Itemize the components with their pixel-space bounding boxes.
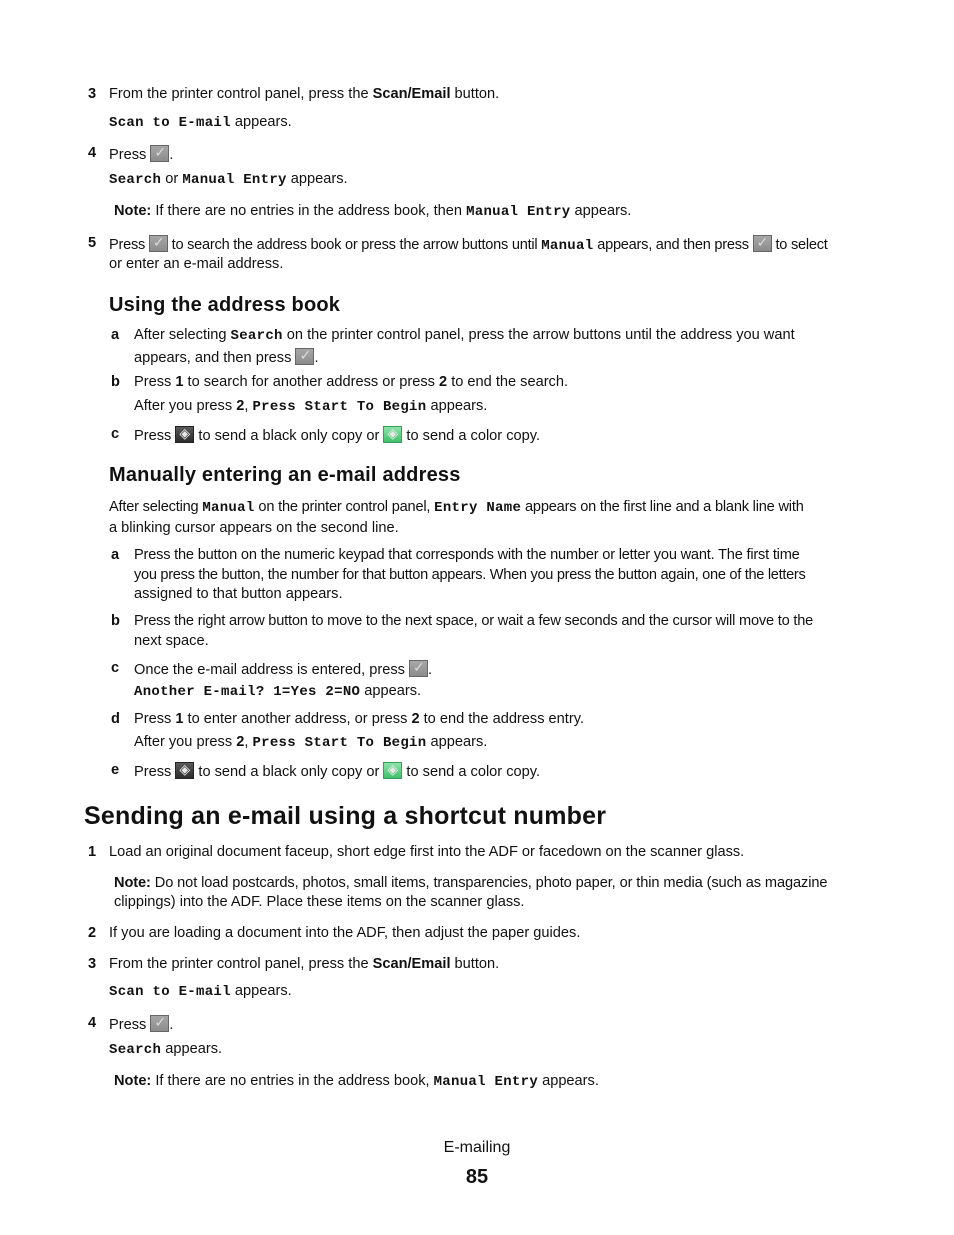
check-button-icon: [150, 1015, 169, 1032]
note: [114, 1073, 599, 1090]
text: appears.: [570, 203, 632, 219]
text: to search the address book or press the arrow buttons until: [167, 237, 542, 253]
step-text: [109, 145, 173, 163]
step-text-line2: next space.: [134, 633, 209, 649]
display-text: Manual Entry: [466, 204, 571, 220]
section-heading: Using the address book: [109, 294, 341, 316]
step-letter: b: [111, 374, 120, 390]
text: to send a black only copy or: [194, 764, 384, 780]
text: After selecting: [134, 327, 231, 343]
bold-text: 1: [175, 711, 184, 727]
text: to send a color copy.: [402, 428, 541, 444]
step-subtext: [134, 683, 421, 700]
paragraph-line2: a blinking cursor appears on the second line.: [109, 520, 399, 536]
text: Press: [134, 428, 176, 444]
check-button-icon: [149, 235, 168, 252]
bold-text: 2: [236, 398, 245, 414]
paragraph: [109, 499, 804, 516]
step-text: [109, 956, 499, 972]
bold-text: 1: [175, 374, 184, 390]
text: Press: [109, 147, 151, 163]
text: appears.: [538, 1073, 599, 1089]
text: After you press: [134, 734, 237, 750]
step-letter: a: [111, 547, 120, 563]
text: Press: [134, 711, 176, 727]
footer-section: E-mailing: [443, 1139, 511, 1156]
step-number: 3: [88, 956, 97, 972]
bold-text: 2: [411, 711, 420, 727]
note-label: Note:: [114, 203, 152, 219]
step-subtext: [109, 1041, 222, 1058]
text: appears.: [426, 734, 488, 750]
display-text: Search: [230, 328, 283, 344]
text: appears.: [161, 1041, 223, 1057]
step-text-line2: or enter an e-mail address.: [109, 256, 284, 272]
bold-text: Scan/Email: [372, 86, 451, 102]
step-text: [109, 235, 828, 254]
start-black-icon: [175, 762, 194, 779]
page-number: 85: [465, 1166, 489, 1188]
step-subtext: [109, 171, 348, 188]
display-text: Manual: [202, 500, 255, 516]
start-color-icon: [383, 426, 402, 443]
text: to end the address entry.: [419, 711, 584, 727]
text: ,: [244, 734, 253, 750]
text: Press: [134, 374, 176, 390]
text: From the printer control panel, press the: [109, 86, 373, 102]
page-heading: Sending an e-mail using a shortcut number: [84, 802, 607, 830]
section-heading: Manually entering an e-mail address: [109, 464, 461, 486]
step-text: [134, 426, 540, 444]
step-letter: c: [111, 660, 120, 676]
text: appears, and then press: [134, 350, 296, 366]
step-number: 4: [88, 145, 97, 161]
step-subtext: [134, 398, 487, 415]
step-number: 3: [88, 86, 97, 102]
text: appears.: [360, 683, 422, 699]
step-number: 5: [88, 235, 97, 251]
text: appears, and then press: [593, 237, 753, 253]
text: Press: [134, 764, 176, 780]
text: Press: [109, 1017, 151, 1033]
text: After selecting: [109, 499, 203, 515]
step-text: [134, 660, 432, 678]
display-text: Press Start To Begin: [252, 399, 427, 415]
text: appears.: [286, 171, 348, 187]
step-letter: c: [111, 426, 120, 442]
bold-text: Scan/Email: [372, 956, 451, 972]
step-text: [134, 711, 584, 727]
text: to send a color copy.: [402, 764, 541, 780]
step-text: [109, 86, 499, 102]
step-subtext: [109, 114, 292, 131]
step-text: Press the button on the numeric keypad that corresponds with the number or letter you want. The first time: [134, 547, 800, 563]
text: If there are no entries in the address book, then: [151, 203, 467, 219]
start-color-icon: [383, 762, 402, 779]
text: appears on the first line and a blank line with: [521, 499, 804, 515]
note: [114, 875, 827, 891]
display-text: Manual: [541, 238, 594, 254]
step-letter: d: [111, 711, 120, 727]
text: .: [169, 1017, 174, 1033]
text: Do not load postcards, photos, small items, transparencies, photo paper, or thin media (such as magazine: [150, 875, 828, 891]
text: appears.: [426, 398, 488, 414]
check-button-icon: [295, 348, 314, 365]
step-text-line3: assigned to that button appears.: [134, 586, 343, 602]
check-button-icon: [409, 660, 428, 677]
text: to end the search.: [447, 374, 569, 390]
display-text: Search: [109, 1042, 162, 1058]
note-line2: clippings) into the ADF. Place these items on the scanner glass.: [114, 894, 525, 910]
step-text: Load an original document faceup, short edge first into the ADF or facedown on the scanner glass.: [109, 844, 745, 860]
display-text: Press Start To Begin: [252, 735, 427, 751]
text: Once the e-mail address is entered, press: [134, 662, 409, 678]
text: Press: [109, 237, 149, 253]
text: or: [161, 171, 183, 187]
step-text: [134, 327, 795, 344]
display-text: Another E-mail? 1=Yes 2=NO: [134, 684, 361, 700]
step-text: [134, 762, 540, 780]
display-text: Manual Entry: [182, 172, 287, 188]
text: appears.: [230, 114, 292, 130]
text: .: [427, 662, 433, 678]
text: If there are no entries in the address book,: [151, 1073, 434, 1089]
text: .: [169, 147, 174, 163]
step-subtext: [109, 983, 292, 1000]
step-number: 4: [88, 1015, 97, 1031]
start-black-icon: [175, 426, 194, 443]
text: to enter another address, or press: [183, 711, 412, 727]
display-text: Manual Entry: [433, 1074, 539, 1090]
note-label: Note:: [114, 875, 151, 891]
text: .: [314, 350, 319, 366]
note-label: Note:: [114, 1073, 152, 1089]
text: to send a black only copy or: [194, 428, 384, 444]
step-number: 1: [88, 844, 97, 860]
check-button-icon: [150, 145, 169, 162]
text: button.: [450, 956, 500, 972]
text: to select: [771, 237, 828, 253]
step-letter: a: [111, 327, 120, 343]
step-letter: e: [111, 762, 120, 778]
text: appears.: [230, 983, 292, 999]
text: After you press: [134, 398, 237, 414]
text: From the printer control panel, press the: [109, 956, 373, 972]
display-text: Search: [109, 172, 162, 188]
step-text-line2: you press the button, the number for that button appears. When you press the button again, one of the letters: [134, 567, 806, 583]
step-text: [134, 374, 568, 390]
step-text-line2: [134, 348, 319, 366]
step-text: If you are loading a document into the ADF, then adjust the paper guides.: [109, 925, 581, 941]
display-text: Scan to E-mail: [109, 984, 231, 1000]
bold-text: 2: [236, 734, 245, 750]
text: ,: [244, 398, 253, 414]
display-text: Scan to E-mail: [109, 115, 231, 131]
step-text: Press the right arrow button to move to the next space, or wait a few seconds and the cursor will move to the: [134, 613, 814, 629]
step-subtext: [134, 734, 487, 751]
text: button.: [450, 86, 500, 102]
step-number: 2: [88, 925, 97, 941]
text: on the printer control panel,: [254, 499, 435, 515]
text: to search for another address or press: [183, 374, 440, 390]
note: [114, 203, 631, 220]
text: on the printer control panel, press the arrow buttons until the address you want: [282, 327, 795, 343]
display-text: Entry Name: [434, 500, 522, 516]
step-text: [109, 1015, 173, 1033]
check-button-icon: [753, 235, 772, 252]
step-letter: b: [111, 613, 120, 629]
bold-text: 2: [439, 374, 448, 390]
